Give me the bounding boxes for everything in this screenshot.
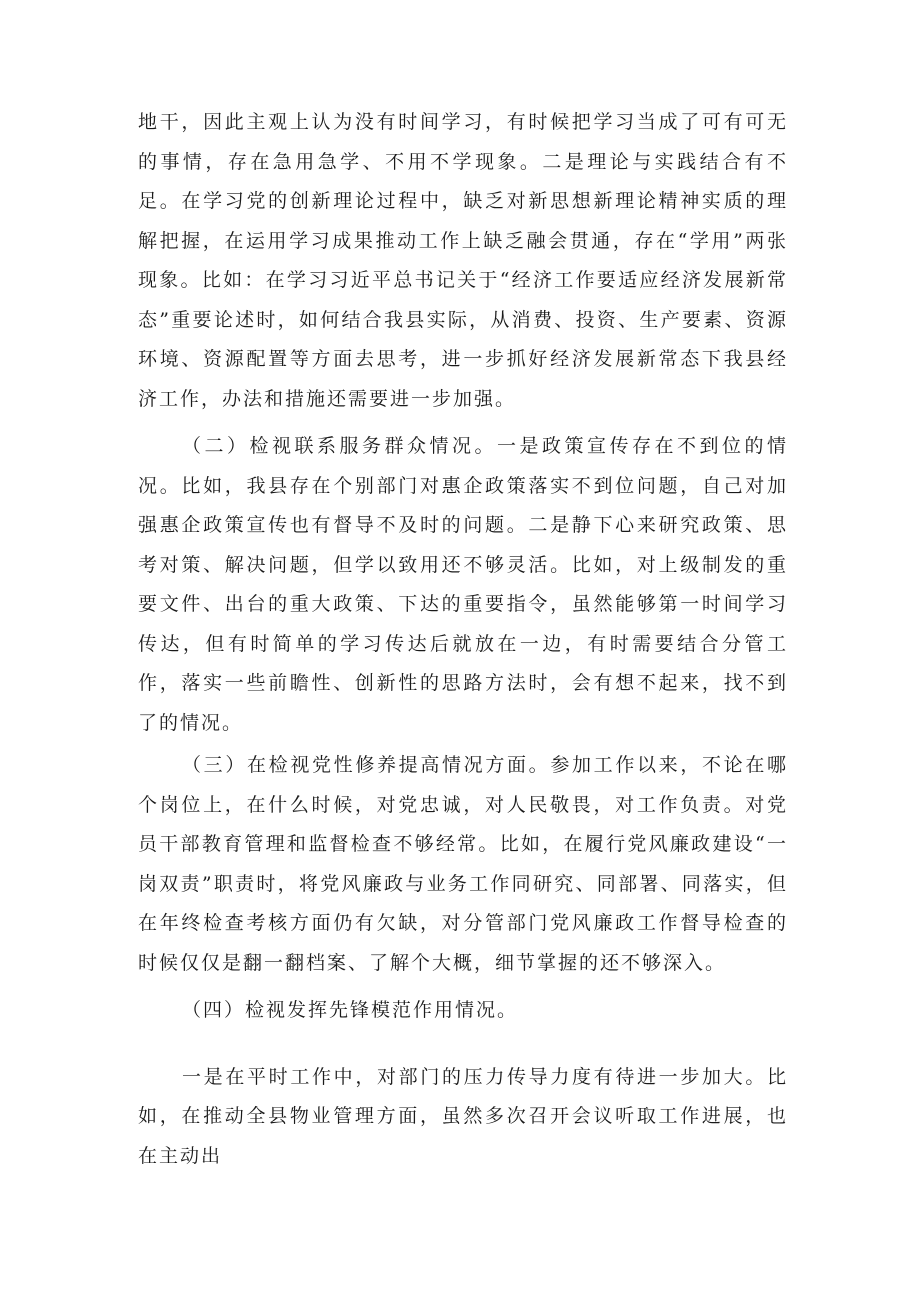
paragraph-4-heading: （四）检视发挥先锋模范作用情况。 (182, 999, 519, 1021)
paragraph-2: （二）检视联系服务群众情况。一是政策宣传存在不到位的情况。比如，我县存在个别部门对惠企政策落实不到位问题，自己对加强惠企政策宣传也有督导不及时的问题。二是静下心来研究政策、思考对策、解决问题，但学以致用还不够灵活。比如，对上级制发的重要文件、出台的重大政策、下达的重要指令，虽然能够第一时间学习传达，但有时简单的学习传达后就放在一边，有时需要结合分管工作，落实一些前瞻性、创新性的思路方法时，会有想不起来，找不到了的情况。 (138, 435, 788, 734)
paragraph-5: 一是在平时工作中，对部门的压力传导力度有待进一步加大。比如，在推动全县物业管理方面，虽然多次召开会议听取工作进展，也在主动出 (138, 1065, 788, 1167)
paragraph-1: 地干，因此主观上认为没有时间学习，有时候把学习当成了可有可无的事情，存在急用急学、不用不学现象。二是理论与实践结合有不足。在学习党的创新理论过程中，缺乏对新思想新理论精神实质的理解把握，在运用学习成果推动工作上缺乏融会贯通，存在“学用”两张现象。比如：在学习习近平总书记关于“经济工作要适应经济发展新常态”重要论述时，如何结合我县实际，从消费、投资、生产要素、资源环境、资源配置等方面去思考，进一步抓好经济发展新常态下我县经济工作，办法和措施还需要进一步加强。 (138, 111, 788, 410)
document-page (138, 103, 788, 1176)
paragraph-3: （三）在检视党性修养提高情况方面。参加工作以来，不论在哪个岗位上，在什么时候，对党忠诚，对人民敬畏，对工作负责。对党员干部教育管理和监督检查不够经常。比如，在履行党风廉政建设“一岗双责”职责时，将党风廉政与业务工作同研究、同部署、同落实，但在年终检查考核方面仍有欠缺，对分管部门党风廉政工作督导检查的时候仅仅是翻一翻档案、了解个大概，细节掌握的还不够深入。 (138, 754, 788, 974)
